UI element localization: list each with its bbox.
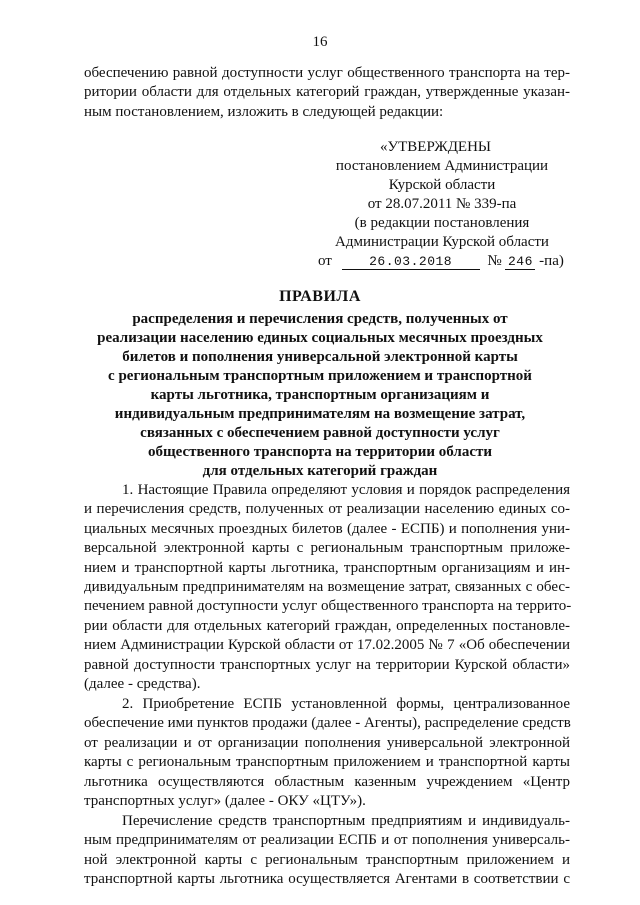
- page-number: 16: [312, 34, 328, 50]
- text-line: циальных месячных проездных билетов (далее - ЕСПБ) и пополнения уни-: [84, 520, 570, 537]
- text-line: (далее - средства).: [84, 676, 201, 693]
- text-line: 1. Настоящие Правила определяют условия и порядок распределения: [122, 482, 570, 498]
- approval-line: от 28.07.2011 № 339-па: [367, 196, 517, 212]
- subtitle-line: с региональным транспортным приложением и транспортной: [108, 368, 532, 384]
- text-line: обеспечение ими пунктов продажи (далее - Агенты), распределение средств: [84, 715, 571, 732]
- paragraph-2: [84, 695, 570, 811]
- text-line: печением равной доступности услуг общественного транспорта на террито-: [84, 598, 572, 615]
- text-line: нием и транспортной карты льготника, транспортным организациям и ин-: [84, 559, 570, 576]
- subtitle-line: распределения и перечисления средств, полученных от: [132, 311, 508, 327]
- subtitle-line: для отдельных категорий граждан: [202, 463, 438, 479]
- text-line: равной доступности транспортных услуг на территории Курской области»: [84, 656, 570, 673]
- paragraph-3: [84, 812, 570, 890]
- text-line: 2. Приобретение ЕСПБ установленной формы, централизованное: [122, 696, 570, 712]
- text-line: рии области для отдельных категорий граждан, определенных постановле-: [84, 617, 570, 634]
- text-line: дивидуальным предпринимателям на возмещение затрат, связанных с обес-: [84, 579, 570, 596]
- text-line: и перечисления средств, полученных от реализации населению единых со-: [84, 501, 570, 518]
- text-line: льготника осуществляются областным казенным учреждением «Центр: [84, 773, 570, 790]
- subtitle-line: билетов и пополнения универсальной электронной карты: [122, 349, 518, 365]
- text-line: карты с региональным транспортным приложением и транспортной карты: [84, 754, 570, 771]
- text-line: обеспечению равной доступности услуг общественного транспорта на тер-: [84, 65, 570, 81]
- text-line: нием Администрации Курской области от 17.02.2005 № 7 «Об обеспечении: [84, 637, 570, 654]
- approval-stamp-block: [318, 138, 564, 271]
- approval-heading: «УТВЕРЖДЕНЫ: [380, 139, 492, 155]
- text-line: ной электронной карты с региональным транспортным приложением и: [84, 851, 570, 868]
- subtitle-line: карты льготника, транспортным организациям и: [150, 387, 490, 403]
- approval-number-field: 246: [505, 254, 535, 270]
- subtitle-line: связанных с обеспечением равной доступности услуг: [140, 425, 500, 441]
- text-line: от реализации и от организации пополнения универсальной электронной: [84, 734, 570, 751]
- subtitle-line: реализации населению единых социальных месячных проездных: [97, 330, 543, 346]
- number-sign: №: [487, 253, 502, 269]
- approval-line: (в редакции постановления: [354, 215, 530, 231]
- rules-title: ПРАВИЛА: [279, 288, 361, 305]
- text-line: ным предпринимателям от реализации ЕСПБ и от пополнения универсаль-: [84, 832, 570, 849]
- subtitle-line: общественного транспорта на территории области: [147, 444, 493, 460]
- approval-line: Администрации Курской области: [335, 234, 549, 250]
- number-suffix: -па): [539, 253, 564, 269]
- rules-subtitle: [90, 310, 550, 481]
- text-line: ным постановлением, изложить в следующей редакции:: [84, 103, 444, 120]
- text-line: транспортных услуг» (далее - ОКУ «ЦТУ»).: [84, 793, 366, 810]
- paragraph-1: [84, 481, 570, 694]
- approval-date-field: 26.03.2018: [342, 254, 480, 270]
- subtitle-line: индивидуальным предпринимателям на возмещение затрат,: [114, 406, 526, 422]
- approval-line: Курской области: [388, 177, 496, 193]
- intro-paragraph: [84, 64, 570, 122]
- approval-line: постановлением Администрации: [335, 158, 549, 174]
- text-line: версальной электронной карты с региональным транспортным приложе-: [84, 540, 570, 557]
- text-line: Перечисление средств транспортным предприятиям и индивидуаль-: [122, 813, 570, 829]
- text-line: ритории области для отдельных категорий граждан, утвержденные указан-: [84, 84, 570, 101]
- text-line: транспортной карты льготника осуществляется Агентами в соответствии с: [84, 871, 570, 888]
- approval-date-line: [318, 252, 562, 271]
- date-prefix: от: [318, 253, 332, 269]
